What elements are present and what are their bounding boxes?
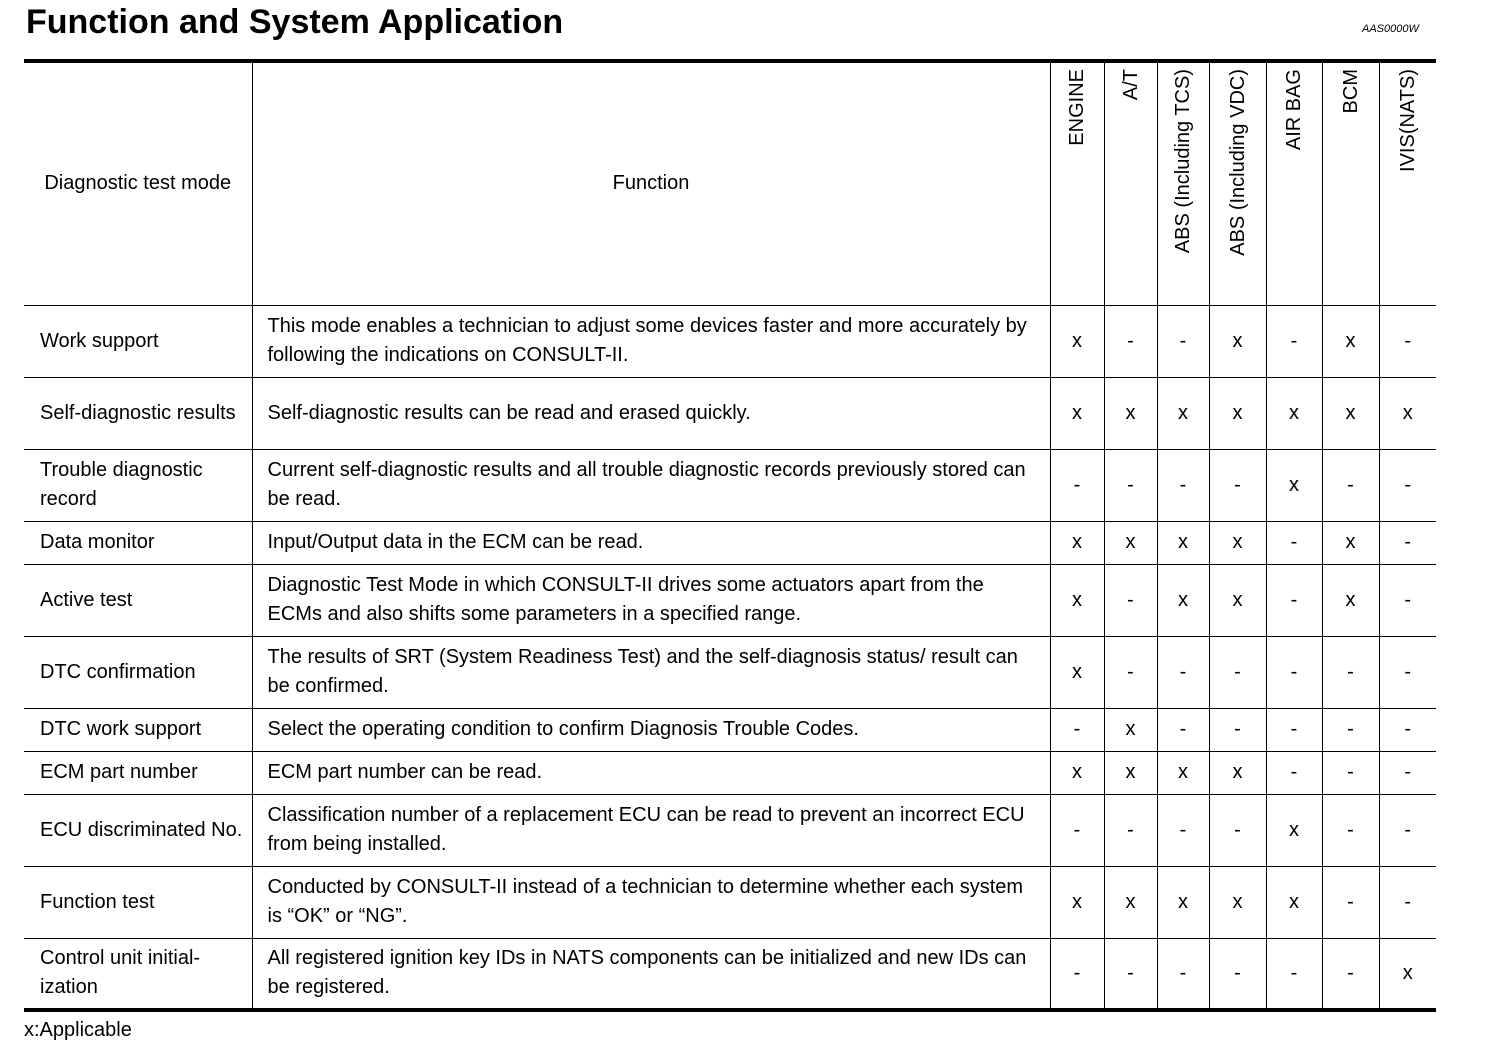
legend-applicable: x:Applicable (24, 1019, 132, 1041)
applicability-mark: - (1050, 708, 1104, 751)
applicability-mark: x (1104, 521, 1157, 564)
table-row (24, 708, 1436, 751)
applicability-mark: - (1322, 938, 1379, 1010)
applicability-mark: - (1266, 564, 1322, 636)
table-row (24, 449, 1436, 521)
applicability-mark: - (1379, 708, 1436, 751)
applicability-mark: - (1050, 938, 1104, 1010)
applicability-mark: - (1209, 938, 1266, 1010)
function-cell: The results of SRT (System Readiness Test) and the self-diagnosis status/ result can be confirmed. (252, 636, 1050, 708)
table-row (24, 521, 1436, 564)
applicability-mark: x (1322, 521, 1379, 564)
applicability-mark: - (1050, 794, 1104, 866)
mode-cell: DTC confirmation (24, 636, 252, 708)
applicability-mark: x (1266, 866, 1322, 938)
applicability-mark: - (1157, 794, 1209, 866)
table-row (24, 866, 1436, 938)
applicability-mark: x (1266, 449, 1322, 521)
applicability-mark: - (1322, 449, 1379, 521)
applicability-mark: - (1379, 751, 1436, 794)
applicability-mark: - (1104, 305, 1157, 377)
applicability-mark: x (1050, 305, 1104, 377)
function-header: Function (252, 61, 1050, 305)
mode-cell: Trouble diagnostic record (24, 449, 252, 521)
mode-cell: Function test (24, 866, 252, 938)
applicability-mark: x (1266, 794, 1322, 866)
function-cell: Select the operating condition to confirm Diagnosis Trouble Codes. (252, 708, 1050, 751)
function-cell: Self-diagnostic results can be read and erased quickly. (252, 377, 1050, 449)
system-header-at (1104, 61, 1157, 305)
applicability-mark: - (1104, 794, 1157, 866)
applicability-mark: x (1157, 521, 1209, 564)
applicability-mark: - (1209, 636, 1266, 708)
applicability-mark: - (1379, 636, 1436, 708)
system-header-abs-vdc (1209, 61, 1266, 305)
applicability-mark: x (1050, 636, 1104, 708)
document-code: AAS0000W (1362, 23, 1419, 35)
mode-cell: ECM part number (24, 751, 252, 794)
system-header-label: ABS (Including VDC) (1226, 69, 1249, 256)
function-cell: This mode enables a technician to adjust some devices faster and more accurately by following the indications on CONSULT-II. (252, 305, 1050, 377)
table-row (24, 377, 1436, 449)
applicability-mark: - (1379, 794, 1436, 866)
applicability-mark: x (1157, 751, 1209, 794)
applicability-mark: - (1379, 305, 1436, 377)
applicability-mark: x (1209, 564, 1266, 636)
system-header-label: IVIS(NATS) (1396, 69, 1419, 172)
header-row (24, 61, 1436, 305)
applicability-mark: x (1050, 521, 1104, 564)
mode-cell: DTC work support (24, 708, 252, 751)
system-header-label: A/T (1119, 69, 1142, 101)
applicability-mark: - (1266, 938, 1322, 1010)
applicability-mark: x (1050, 866, 1104, 938)
function-cell: Conducted by CONSULT-II instead of a technician to determine whether each system is “OK” or “NG”. (252, 866, 1050, 938)
applicability-mark: x (1209, 305, 1266, 377)
applicability-mark: - (1322, 708, 1379, 751)
applicability-mark: x (1209, 751, 1266, 794)
applicability-mark: x (1209, 521, 1266, 564)
applicability-mark: - (1379, 521, 1436, 564)
mode-cell: Control unit initial-ization (24, 938, 252, 1010)
applicability-mark: x (1104, 866, 1157, 938)
applicability-mark: - (1157, 938, 1209, 1010)
applicability-mark: - (1104, 636, 1157, 708)
table-row (24, 305, 1436, 377)
applicability-mark: x (1379, 938, 1436, 1010)
function-cell: Diagnostic Test Mode in which CONSULT-II drives some actuators apart from the ECMs and also shifts some parameters in a specified range. (252, 564, 1050, 636)
applicability-mark: - (1322, 866, 1379, 938)
applicability-mark: - (1266, 708, 1322, 751)
applicability-mark: x (1322, 305, 1379, 377)
applicability-mark: - (1157, 708, 1209, 751)
applicability-mark: - (1266, 751, 1322, 794)
applicability-mark: - (1322, 636, 1379, 708)
applicability-mark: x (1209, 377, 1266, 449)
applicability-mark: - (1379, 564, 1436, 636)
system-header-bcm (1322, 61, 1379, 305)
applicability-mark: - (1104, 564, 1157, 636)
system-header-engine (1050, 61, 1104, 305)
system-header-label: ABS (Including TCS) (1172, 69, 1194, 254)
applicability-mark: - (1104, 938, 1157, 1010)
applicability-mark: x (1104, 751, 1157, 794)
system-header-label: AIR BAG (1283, 69, 1305, 151)
table-row (24, 794, 1436, 866)
applicability-mark: - (1379, 449, 1436, 521)
applicability-mark: x (1209, 866, 1266, 938)
mode-cell: Self-diagnostic results (24, 377, 252, 449)
applicability-mark: x (1379, 377, 1436, 449)
function-cell: Current self-diagnostic results and all trouble diagnostic records previously stored can be read. (252, 449, 1050, 521)
table-row (24, 751, 1436, 794)
applicability-mark: - (1266, 636, 1322, 708)
mode-header: Diagnostic test mode (24, 61, 252, 305)
applicability-mark: - (1266, 521, 1322, 564)
mode-cell: Work support (24, 305, 252, 377)
applicability-mark: - (1209, 794, 1266, 866)
applicability-mark: - (1157, 449, 1209, 521)
applicability-mark: x (1157, 377, 1209, 449)
applicability-mark: x (1050, 564, 1104, 636)
applicability-mark: x (1322, 564, 1379, 636)
function-cell: ECM part number can be read. (252, 751, 1050, 794)
mode-cell: ECU discriminated No. (24, 794, 252, 866)
applicability-mark: - (1050, 449, 1104, 521)
applicability-mark: - (1266, 305, 1322, 377)
system-header-abs-tcs (1157, 61, 1209, 305)
applicability-mark: x (1050, 377, 1104, 449)
page-title: Function and System Application (26, 3, 564, 41)
system-header-air-bag (1266, 61, 1322, 305)
mode-cell: Data monitor (24, 521, 252, 564)
applicability-mark: - (1157, 636, 1209, 708)
applicability-mark: - (1322, 751, 1379, 794)
applicability-mark: x (1050, 751, 1104, 794)
applicability-mark: - (1379, 866, 1436, 938)
applicability-mark: x (1266, 377, 1322, 449)
applicability-mark: - (1209, 449, 1266, 521)
function-cell: All registered ignition key IDs in NATS components can be initialized and new IDs can be registered. (252, 938, 1050, 1010)
applicability-mark: x (1157, 564, 1209, 636)
function-cell: Input/Output data in the ECM can be read. (252, 521, 1050, 564)
applicability-mark: - (1209, 708, 1266, 751)
applicability-mark: x (1322, 377, 1379, 449)
system-header-label: ENGINE (1066, 69, 1088, 146)
function-system-table (24, 59, 1436, 1012)
system-header-label: BCM (1339, 69, 1362, 114)
system-header-ivis-nats (1379, 61, 1436, 305)
table-row (24, 564, 1436, 636)
applicability-mark: x (1104, 708, 1157, 751)
table-row (24, 938, 1436, 1010)
applicability-mark: - (1104, 449, 1157, 521)
applicability-mark: x (1157, 866, 1209, 938)
table-row (24, 636, 1436, 708)
applicability-mark: - (1157, 305, 1209, 377)
applicability-mark: x (1104, 377, 1157, 449)
mode-cell: Active test (24, 564, 252, 636)
applicability-mark: - (1322, 794, 1379, 866)
function-cell: Classification number of a replacement ECU can be read to prevent an incorrect ECU from being installed. (252, 794, 1050, 866)
